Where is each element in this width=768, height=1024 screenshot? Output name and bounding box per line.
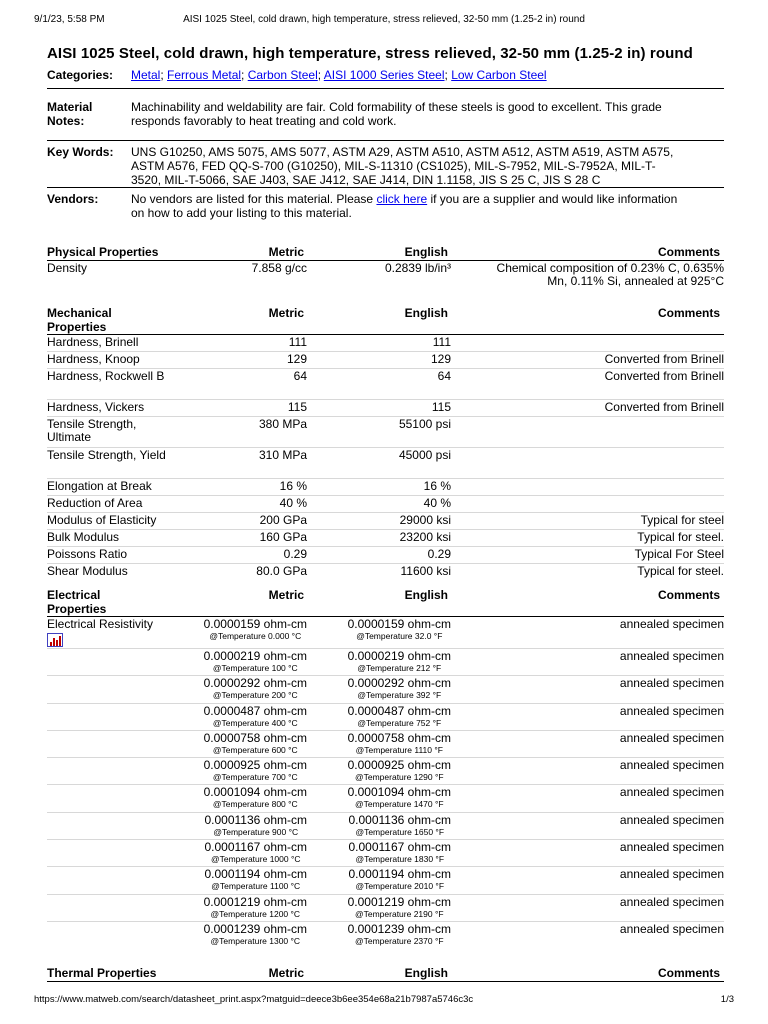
click-here-link[interactable]: click here [376, 192, 428, 206]
metric-value [204, 705, 307, 729]
column-english: English [404, 588, 448, 602]
table-row [47, 261, 724, 291]
property-name: Tensile Strength, Yield [47, 448, 166, 462]
key-words-text [131, 145, 724, 187]
resistivity-value: 0.0000219 ohm-cm [347, 649, 451, 663]
temperature-condition: @Temperature 200 °C [212, 690, 298, 701]
comment-value: annealed specimen [619, 921, 724, 936]
comment-value: annealed specimen [619, 676, 724, 691]
temperature-condition: @Temperature 1290 °F [355, 772, 444, 783]
temperature-condition: @Temperature 1000 °C [210, 854, 301, 865]
table-row [47, 704, 724, 731]
metric-value: 115 [287, 400, 307, 414]
thermal-properties-table [47, 966, 724, 982]
column-english: English [404, 966, 448, 980]
comment-value: Converted from Brinell [604, 352, 724, 366]
table-row [47, 731, 724, 758]
property-name: Elongation at Break [47, 479, 152, 493]
english-value [348, 618, 451, 642]
comment-value [464, 262, 724, 288]
temperature-condition: @Temperature 212 °F [357, 663, 442, 673]
metric-value: 80.0 GPa [256, 564, 307, 578]
key-words-label: Key Words: [47, 145, 114, 159]
print-footer [34, 994, 734, 1008]
comment-value: Converted from Brinell [604, 369, 724, 383]
table-row [47, 479, 724, 496]
column-english: English [404, 306, 448, 320]
comment-line2: Mn, 0.11% Si, annealed at 925°C [547, 274, 724, 288]
table-row [47, 617, 724, 649]
comment-value: annealed specimen [619, 649, 724, 663]
material-notes-line2: responds favorably to heat treating and cold work. [131, 114, 397, 128]
temperature-condition: @Temperature 752 °F [357, 717, 442, 728]
comment-value: annealed specimen [619, 812, 724, 827]
table-row [47, 417, 724, 448]
resistivity-value: 0.0001094 ohm-cm [203, 785, 307, 800]
metric-value: 16 % [279, 479, 307, 493]
property-name: Hardness, Knoop [47, 352, 140, 366]
table-row [47, 448, 724, 479]
comment-value: annealed specimen [619, 730, 724, 745]
table-row [47, 867, 724, 894]
material-notes-text [131, 100, 724, 128]
thermal-properties-heading: Thermal Properties [47, 966, 157, 980]
key-words-line2: ASTM A576, FED QQ-S-700 (G10250), MIL-S-11310 (CS1025), MIL-S-7952, MIL-S-7952A, MIL-T- [131, 159, 656, 173]
metric-value: 7.858 g/cc [251, 261, 307, 275]
comment-value: Typical For Steel [634, 547, 724, 561]
property-name: Hardness, Brinell [47, 335, 139, 349]
comment-value: annealed specimen [619, 894, 724, 909]
mechanical-heading-line1: Mechanical [47, 306, 112, 320]
electrical-heading-line2: Properties [47, 602, 107, 616]
property-name: Bulk Modulus [47, 530, 120, 544]
table-row [47, 785, 724, 812]
print-url: https://www.matweb.com/search/datasheet_print.aspx?matguid=deece3b6ee354e68a21b7987a5746c3c [34, 994, 474, 1005]
metric-value [204, 814, 307, 838]
temperature-condition: @Temperature 2370 °F [355, 935, 444, 946]
english-value [348, 814, 451, 838]
physical-properties-table [47, 245, 724, 291]
metric-value [204, 868, 307, 892]
resistivity-value: 0.0001167 ohm-cm [348, 840, 451, 855]
mechanical-heading-line2: Properties [47, 320, 107, 334]
temperature-condition: @Temperature 32.0 °F [356, 631, 443, 641]
english-value [348, 677, 451, 701]
property-name: Shear Modulus [47, 564, 128, 578]
comment-value: annealed specimen [619, 785, 724, 800]
english-value [348, 732, 451, 756]
english-value [348, 923, 451, 947]
property-name: Hardness, Rockwell B [47, 369, 165, 383]
resistivity-value: 0.0001239 ohm-cm [203, 921, 307, 936]
english-value [348, 868, 451, 892]
metric-value [204, 677, 307, 701]
vendors-section [47, 192, 724, 222]
metric-value [204, 759, 307, 783]
resistivity-value: 0.0001167 ohm-cm [204, 840, 307, 855]
print-header [34, 14, 734, 28]
metric-value: 0.29 [283, 547, 307, 561]
column-metric: Metric [268, 306, 304, 320]
temperature-condition: @Temperature 1110 °F [355, 744, 443, 755]
temperature-condition: @Temperature 1830 °F [355, 854, 445, 865]
category-link-carbon-steel[interactable]: Carbon Steel [247, 68, 318, 82]
resistivity-value: 0.0001194 ohm-cm [348, 867, 451, 882]
metric-value: 111 [288, 335, 307, 349]
english-value: 29000 ksi [399, 513, 451, 527]
resistivity-value: 0.0000758 ohm-cm [347, 730, 451, 745]
metric-value [204, 732, 307, 756]
material-notes-section [47, 100, 724, 141]
category-link-aisi-1000-series[interactable]: AISI 1000 Series Steel [323, 68, 445, 82]
page-number: 1/3 [720, 994, 734, 1005]
table-row [47, 758, 724, 785]
column-metric: Metric [268, 588, 304, 602]
temperature-condition: @Temperature 1650 °F [355, 826, 445, 837]
resistivity-value: 0.0001094 ohm-cm [347, 785, 451, 800]
resistivity-value: 0.0000159 ohm-cm [203, 617, 307, 631]
comment-value: annealed specimen [619, 867, 724, 882]
english-value: 111 [432, 335, 451, 349]
print-title: AISI 1025 Steel, cold drawn, high temperature, stress relieved, 32-50 mm (1.25-2 in) round [183, 14, 585, 25]
categories-links: Metal; Ferrous Metal; Carbon Steel; AISI 1000 Series Steel; Low Carbon Steel [131, 68, 547, 82]
english-value: 40 % [423, 496, 451, 510]
property-name: Poissons Ratio [47, 547, 128, 561]
resistivity-value: 0.0001219 ohm-cm [203, 894, 307, 909]
resistivity-value: 0.0000925 ohm-cm [203, 758, 307, 773]
resistivity-value: 0.0001136 ohm-cm [348, 812, 451, 827]
physical-properties-heading: Physical Properties [47, 245, 159, 259]
table-row [47, 547, 724, 564]
categories-section [47, 68, 724, 89]
comment-value: annealed specimen [619, 840, 724, 855]
metric-value [204, 923, 307, 947]
property-name: Hardness, Vickers [47, 400, 145, 414]
english-value: 0.29 [427, 547, 451, 561]
resistivity-value: 0.0000925 ohm-cm [347, 758, 451, 773]
english-value: 115 [431, 400, 451, 414]
column-english: English [404, 245, 448, 259]
metric-value: 64 [293, 369, 307, 383]
comment-value: Typical for steel [640, 513, 724, 527]
thermal-properties-header [47, 966, 724, 982]
electrical-resistivity-label: Electrical Resistivity [47, 617, 154, 631]
property-name: Density [47, 261, 88, 275]
table-row [47, 496, 724, 513]
english-value: 45000 psi [398, 448, 451, 462]
table-row [47, 530, 724, 547]
temperature-condition: @Temperature 100 °C [212, 663, 298, 673]
table-row [47, 676, 724, 703]
vendors-text [131, 192, 724, 220]
table-row [47, 400, 724, 417]
table-row [47, 649, 724, 676]
metric-value [204, 841, 307, 865]
comment-value: annealed specimen [619, 758, 724, 773]
table-row [47, 335, 724, 352]
categories-label: Categories: [47, 68, 114, 82]
resistivity-value: 0.0000487 ohm-cm [203, 703, 307, 718]
temperature-condition: @Temperature 2010 °F [355, 881, 445, 892]
table-row [47, 922, 724, 948]
table-row [47, 895, 724, 922]
temperature-condition: @Temperature 900 °C [213, 826, 299, 837]
column-metric: Metric [268, 245, 304, 259]
material-notes-label-line1: Material [47, 100, 93, 114]
temperature-condition: @Temperature 800 °C [212, 799, 298, 810]
electrical-properties-heading [47, 588, 177, 616]
comment-value: Typical for steel. [637, 564, 724, 578]
property-name: Modulus of Elasticity [47, 513, 157, 527]
column-metric: Metric [268, 966, 304, 980]
temperature-condition: @Temperature 1300 °C [210, 935, 301, 946]
metric-value: 380 MPa [258, 417, 307, 431]
electrical-properties-table [47, 588, 724, 948]
electrical-properties-header [47, 588, 724, 617]
key-words-line3: 3520, MIL-T-5066, SAE J403, SAE J412, SAE J414, DIN 1.1158, JIS S 25 C, JIS S 28 C [131, 173, 601, 187]
property-name [47, 618, 175, 650]
temperature-condition: @Temperature 700 °C [212, 772, 298, 783]
english-value [348, 896, 451, 920]
vendors-line2: on how to add your listing to this material. [131, 206, 352, 220]
vendors-label: Vendors: [47, 192, 99, 206]
property-name: Tensile Strength, Ultimate [47, 417, 137, 444]
temperature-condition: @Temperature 2190 °F [355, 908, 444, 919]
column-comments: Comments [657, 306, 720, 320]
metric-value: 310 MPa [258, 448, 307, 462]
electrical-heading-line1: Electrical [47, 588, 101, 602]
metric-value [204, 618, 307, 642]
table-row [47, 564, 724, 580]
metric-value: 200 GPa [259, 513, 307, 527]
material-notes-label-line2: Notes: [47, 114, 85, 128]
temperature-condition: @Temperature 392 °F [357, 690, 442, 701]
english-value: 11600 ksi [400, 564, 451, 578]
key-words-section [47, 145, 724, 188]
metric-value [204, 786, 307, 810]
resistivity-value: 0.0000487 ohm-cm [347, 703, 451, 718]
english-value [348, 759, 451, 783]
resistivity-value: 0.0001239 ohm-cm [347, 921, 451, 936]
resistivity-value: 0.0001136 ohm-cm [204, 812, 307, 827]
metric-value: 129 [286, 352, 307, 366]
material-notes-line1: Machinability and weldability are fair. Cold formability of these steels is good to excellent. This grade [131, 100, 662, 114]
resistivity-value: 0.0000219 ohm-cm [203, 649, 307, 663]
english-value [348, 705, 451, 729]
english-value [348, 841, 451, 865]
metric-value [204, 650, 307, 674]
english-value [348, 786, 451, 810]
comment-value: annealed specimen [619, 703, 724, 718]
resistivity-value: 0.0000292 ohm-cm [203, 676, 307, 691]
table-row [47, 369, 724, 400]
metric-value: 40 % [279, 496, 307, 510]
table-row [47, 352, 724, 369]
english-value: 23200 ksi [399, 530, 451, 544]
english-value [348, 650, 451, 674]
vendors-text-after: if you are a supplier and would like information [427, 192, 678, 206]
metric-value: 160 GPa [259, 530, 307, 544]
property-name: Reduction of Area [47, 496, 143, 510]
graph-icon[interactable] [47, 633, 63, 647]
english-value: 55100 psi [398, 417, 451, 431]
mechanical-properties-heading [47, 306, 177, 334]
resistivity-value: 0.0001219 ohm-cm [347, 894, 451, 909]
metric-value [204, 896, 307, 920]
column-comments: Comments [657, 966, 720, 980]
comment-value: Converted from Brinell [604, 400, 724, 414]
english-value: 0.2839 lb/in³ [384, 261, 451, 275]
resistivity-value: 0.0000159 ohm-cm [347, 617, 451, 631]
temperature-condition: @Temperature 600 °C [212, 744, 298, 755]
resistivity-value: 0.0000292 ohm-cm [347, 676, 451, 691]
key-words-line1: UNS G10250, AMS 5075, AMS 5077, ASTM A29, ASTM A510, ASTM A512, ASTM A519, ASTM A575, [131, 145, 674, 159]
table-row [47, 840, 724, 867]
comment-value: Typical for steel. [637, 530, 724, 544]
mechanical-properties-table [47, 306, 724, 580]
resistivity-value: 0.0001194 ohm-cm [204, 867, 307, 882]
material-notes-label [47, 100, 127, 128]
english-value: 16 % [423, 479, 451, 493]
table-row [47, 513, 724, 530]
vendors-text-before: No vendors are listed for this material. Please [131, 192, 377, 206]
english-value: 64 [437, 369, 451, 383]
column-comments: Comments [657, 245, 720, 259]
table-row [47, 813, 724, 840]
category-link-ferrous-metal[interactable]: Ferrous Metal [167, 68, 242, 82]
category-link-low-carbon-steel[interactable]: Low Carbon Steel [451, 68, 547, 82]
column-comments: Comments [657, 588, 720, 602]
comment-line1: Chemical composition of 0.23% C, 0.635% [496, 261, 724, 275]
resistivity-value: 0.0000758 ohm-cm [203, 730, 307, 745]
temperature-condition: @Temperature 0.000 °C [209, 631, 302, 641]
comment-value: annealed specimen [619, 617, 724, 631]
english-value: 129 [430, 352, 451, 366]
physical-properties-header [47, 245, 724, 261]
page-title: AISI 1025 Steel, cold drawn, high temperature, stress relieved, 32-50 mm (1.25-2 in) round [47, 45, 693, 62]
print-datetime: 9/1/23, 5:58 PM [34, 14, 105, 25]
temperature-condition: @Temperature 1200 °C [210, 908, 301, 919]
temperature-condition: @Temperature 1470 °F [355, 799, 444, 810]
temperature-condition: @Temperature 1100 °C [211, 881, 301, 892]
temperature-condition: @Temperature 400 °C [212, 717, 298, 728]
category-link-metal[interactable]: Metal [131, 68, 161, 82]
mechanical-properties-header [47, 306, 724, 335]
